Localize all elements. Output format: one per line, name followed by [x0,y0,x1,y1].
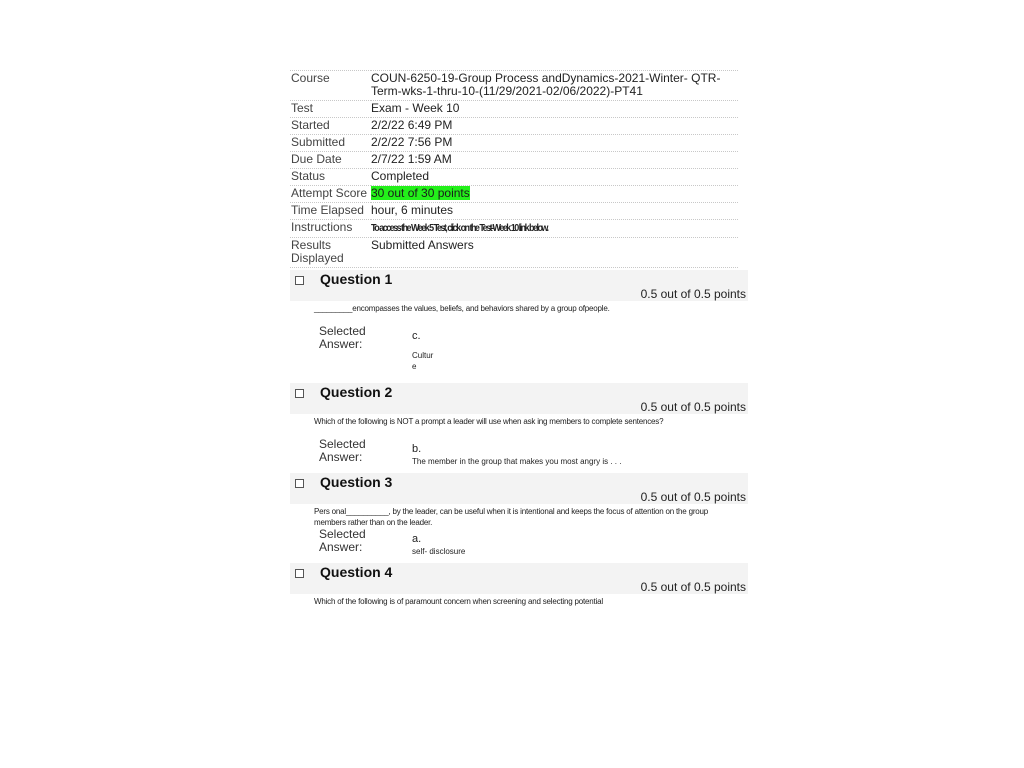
detail-label-due-date: Due Date [291,152,342,166]
detail-label-test: Test [291,101,314,115]
detail-row [290,135,738,152]
detail-value-instructions [371,220,738,238]
detail-row [290,152,738,169]
question-section [290,383,748,471]
detail-value-status [371,169,738,186]
answer-text: Cultur e [412,351,434,371]
question-section [290,473,748,561]
question-header [290,270,748,301]
detail-value-text: hour, 6 minutes [371,203,454,217]
question-text: Pers onal__________, by the leader, can be useful when it is intentional and keeps the focus of attention on the group members rather than on the leader. [314,507,709,527]
selected-answer-label: Selected Answer: [319,324,366,351]
question-title: Question 1 [320,271,393,287]
question-points: 0.5 out of 0.5 points [640,580,746,594]
test-results-document [290,70,748,618]
detail-row [290,238,738,268]
collapse-box-icon[interactable] [295,276,304,285]
detail-label-attempt-score: Attempt Score [291,186,368,200]
question-title: Question 4 [320,564,393,580]
detail-label-started: Started [291,118,330,132]
detail-value-time-elapsed [371,203,738,220]
detail-value-text: 2/2/22 6:49 PM [371,118,453,132]
detail-value-due-date [371,152,738,169]
question-section [290,270,748,381]
question-points: 0.5 out of 0.5 points [640,287,746,301]
selected-answer-label: Selected Answer: [319,437,366,464]
question-title: Question 2 [320,384,393,400]
answer-letter: b. [412,443,422,455]
detail-row [290,118,738,135]
question-header [290,563,748,594]
questions-list [290,270,748,618]
detail-value-text: Completed [371,169,430,183]
detail-value-text: Exam - Week 10 [371,101,460,115]
question-title: Question 3 [320,474,393,490]
question-header [290,473,748,504]
detail-label-submitted: Submitted [291,135,346,149]
detail-value-text: COUN-6250-19-Group Process andDynamics-2021-Winter- QTR-Term-wks-1-thru-10-(11/29/2021-02/06/2022)-PT41 [371,71,721,98]
collapse-box-icon[interactable] [295,479,304,488]
detail-row [290,101,738,118]
answer-text: self- disclosure [412,547,466,556]
question-points: 0.5 out of 0.5 points [640,400,746,414]
question-text: Which of the following is NOT a prompt a leader will use when ask ing members to complete sentences? [314,417,664,426]
question-text: _________encompasses the values, beliefs, and behaviors shared by a group ofpeople. [314,304,610,313]
detail-value-results-displayed [371,238,738,268]
selected-answer-label: Selected Answer: [319,527,366,554]
detail-value-text: 2/2/22 7:56 PM [371,135,453,149]
detail-row [290,169,738,186]
selected-answer-block [319,528,748,561]
detail-label-course: Course [291,71,330,85]
collapse-box-icon[interactable] [295,389,304,398]
answer-letter: c. [412,330,421,342]
detail-row [290,71,738,101]
selected-answer-block [319,438,748,471]
detail-value-started [371,118,738,135]
detail-value-submitted [371,135,738,152]
detail-label-results-displayed: Results Displayed [291,238,344,265]
instructions-text: To access the Week 5 Test, click on the Test-Week 10 link below. [371,223,548,234]
question-points: 0.5 out of 0.5 points [640,490,746,504]
attempt-details-table [290,70,738,268]
detail-value-course [371,71,738,101]
detail-label-status: Status [291,169,326,183]
detail-value-attempt-score [371,186,738,203]
selected-answer-block [319,325,748,381]
question-header [290,383,748,414]
detail-label-instructions: Instructions [291,220,353,234]
question-text: Which of the following is of paramount concern when screening and selecting potential [314,597,603,606]
detail-row [290,186,738,203]
detail-row [290,220,738,238]
detail-value-text: 2/7/22 1:59 AM [371,152,452,166]
attempt-score-highlight: 30 out of 30 points [371,186,470,200]
detail-value-test [371,101,738,118]
detail-row [290,203,738,220]
answer-text: The member in the group that makes you most angry is . . . [412,457,622,466]
detail-value-text: Submitted Answers [371,238,474,252]
detail-label-time-elapsed: Time Elapsed [291,203,364,217]
collapse-box-icon[interactable] [295,569,304,578]
question-section [290,563,748,618]
answer-letter: a. [412,533,422,545]
